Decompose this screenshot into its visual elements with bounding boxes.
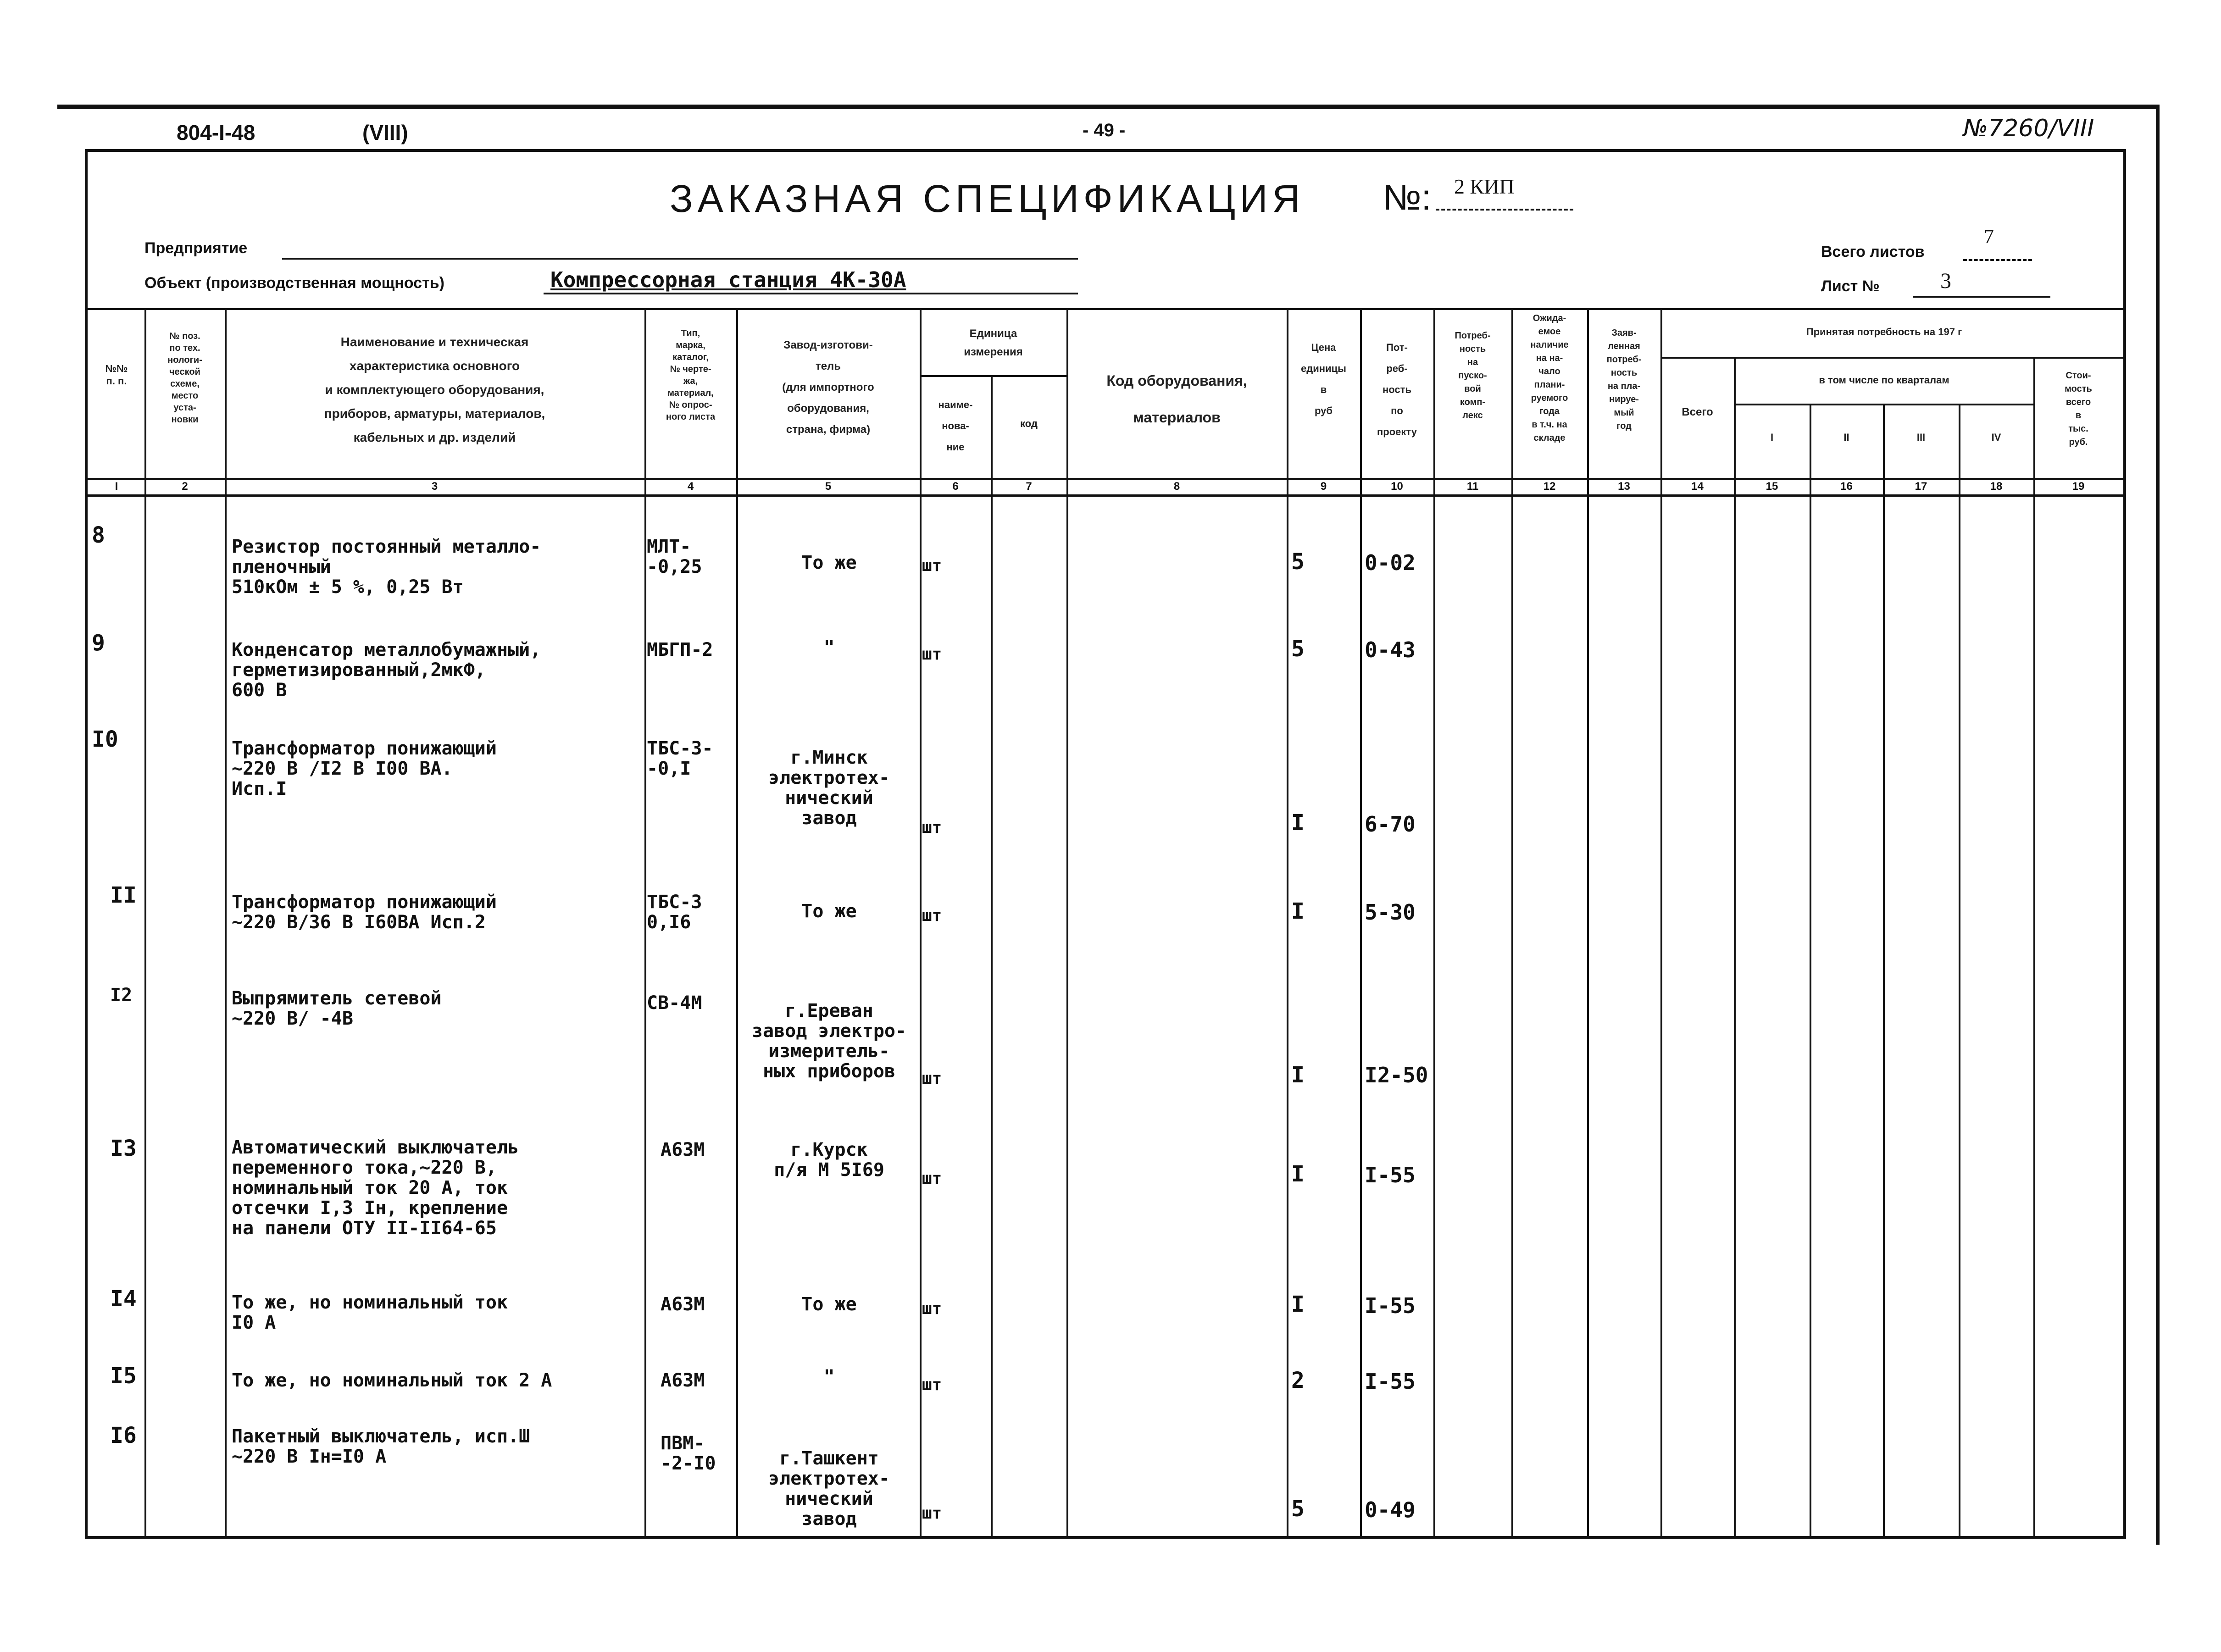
row-name: То же, но номинальный ток I0 А: [232, 1292, 508, 1333]
col-number: 3: [431, 480, 438, 493]
right-rule: [2156, 105, 2160, 1545]
col-number: 5: [825, 480, 832, 493]
row-name: Автоматический выключатель переменного тока,~220 В, номинальный ток 20 А, ток отсечки I,3 Iн, крепление на панели ОТУ II-II64-65: [232, 1137, 519, 1239]
row-price: I2-50: [1365, 1063, 1428, 1087]
col-header-11: Потреб- ность на пуско- вой комп- лекс: [1455, 331, 1491, 421]
row-unit: шт: [922, 906, 942, 925]
col-number: 16: [1840, 480, 1853, 493]
row-maker: То же: [801, 552, 857, 573]
row-name: Конденсатор металлобумажный, герметизированный,2мкФ, 600 В: [232, 639, 541, 701]
row-type: ТБС-3 0,I6: [647, 892, 702, 933]
col-header-3: Наименование и техническая характеристика основного и комплектующего оборудования, приборов, арматуры, материалов, кабельных и др. изделий: [324, 335, 545, 444]
row-name: Трансформатор понижающий ~220 В /I2 В I00 ВА. Исп.I: [232, 738, 497, 799]
row-unit: шт: [922, 1504, 942, 1523]
col-number: 7: [1026, 480, 1032, 493]
row-name: То же, но номинальный ток 2 А: [232, 1370, 552, 1391]
col-header-6: наиме- нова- ние: [938, 399, 973, 453]
need-sub-line: [1660, 357, 2123, 359]
row-qty: I: [1291, 898, 1305, 924]
row-unit: шт: [922, 556, 942, 575]
col-header-13: Заяв- ленная потреб- ность на пла- нируе- мый год: [1606, 328, 1642, 431]
row-type: А63М: [661, 1294, 705, 1315]
row-maker: г.Минск электротех- нический завод: [768, 747, 890, 829]
doc-code: 804-I-48: [177, 121, 255, 144]
row-qty: I: [1291, 1062, 1305, 1088]
row-type: МЛТ- -0,25: [647, 536, 702, 577]
spec-number-underline: [1436, 209, 1573, 211]
row-qty: 5: [1291, 549, 1305, 575]
col-line: [1810, 404, 1811, 1537]
sheets-total-label: Всего листов: [1821, 243, 1925, 261]
col-header-10: Цена единицы в руб: [1301, 342, 1346, 416]
enterprise-underline: [282, 258, 1078, 260]
col-header-16: II: [1843, 432, 1849, 443]
unit-group-header: Единица измерения: [964, 327, 1023, 358]
col-line: [2033, 357, 2035, 1537]
col-header-4: Тип, марка, каталог, № черте- жа, материал, № опрос- ного листа: [666, 328, 716, 422]
row-unit: шт: [922, 1069, 942, 1088]
sheets-total-underline: [1963, 259, 2032, 261]
col-header-9: Пот- реб- ность по проекту: [1377, 342, 1417, 438]
row-maker: ": [823, 1366, 835, 1387]
row-unit: шт: [922, 1299, 942, 1318]
numbers-bottom-line: [88, 494, 2123, 497]
row-number: I0: [92, 726, 118, 752]
col-number: 17: [1915, 480, 1927, 493]
spec-number-label: №:: [1383, 177, 1432, 217]
row-name: Пакетный выключатель, исп.Ш ~220 В Iн=I0 А: [232, 1426, 530, 1467]
row-type: СВ-4М: [647, 992, 702, 1014]
row-name: Трансформатор понижающий ~220 В/36 В I60ВА Исп.2: [232, 892, 497, 933]
col-header-12: Ожида- емое наличие на на- чало плани- руемого года в т.ч. на складе: [1530, 313, 1569, 443]
row-unit: шт: [922, 818, 942, 837]
row-type: А63М: [661, 1139, 705, 1160]
unit-sub-line: [920, 375, 1066, 377]
sheet-label: Лист №: [1821, 277, 1880, 295]
col-line: [1883, 404, 1885, 1537]
row-qty: I: [1291, 1161, 1305, 1187]
row-maker: г.Ереван завод электро- измеритель- ных приборов: [751, 1000, 907, 1082]
col-number: 8: [1173, 480, 1180, 493]
object-value: Компрессорная станция 4К-30А: [550, 267, 906, 292]
row-price: I-55: [1365, 1369, 1416, 1394]
col-number: 6: [952, 480, 959, 493]
col-number: I: [115, 480, 118, 493]
row-qty: I: [1291, 1292, 1305, 1317]
page-marker: - 49 -: [1083, 120, 1126, 140]
col-header-18: IV: [1991, 432, 2001, 443]
row-number: I6: [110, 1423, 137, 1448]
col-number: 12: [1543, 480, 1556, 493]
col-line: [991, 375, 993, 1537]
row-type: А63М: [661, 1370, 705, 1391]
row-maker: То же: [801, 1294, 857, 1315]
table-top-line: [88, 308, 2123, 310]
col-number: 18: [1990, 480, 2003, 493]
row-number: I2: [110, 985, 133, 1006]
sheets-total-value: 7: [1984, 225, 1994, 248]
col-header-19: Стои- мость всего в тыс. руб.: [2065, 371, 2092, 447]
col-number: 10: [1391, 480, 1403, 493]
row-qty: 2: [1291, 1368, 1305, 1393]
row-price: I-55: [1365, 1163, 1416, 1187]
col-header-2: № поз. по тех. нологи- ческой схеме, место уста- новки: [167, 331, 202, 425]
spec-title: ЗАКАЗНАЯ СПЕЦИФИКАЦИЯ: [670, 177, 1305, 220]
col-number: 11: [1466, 480, 1479, 493]
row-number: II: [110, 882, 137, 908]
object-label: Объект (производственная мощность): [144, 274, 444, 292]
object-underline: [544, 293, 1078, 294]
row-number: 8: [92, 522, 105, 548]
row-type: МБГП-2: [647, 639, 713, 660]
row-price: 5-30: [1365, 900, 1416, 925]
row-unit: шт: [922, 645, 942, 664]
row-number: 9: [92, 630, 105, 656]
enterprise-label: Предприятие: [144, 239, 248, 257]
top-rule: [57, 105, 2158, 109]
row-number: I4: [110, 1286, 137, 1312]
col-number: 4: [687, 480, 694, 493]
col-number: 19: [2072, 480, 2085, 493]
col-number: 9: [1320, 480, 1327, 493]
col-header-17: III: [1916, 432, 1926, 443]
sheet-underline: [1913, 296, 2050, 298]
col-number: 2: [182, 480, 188, 493]
row-name: Резистор постоянный металло- пленочный 510кОм ± 5 %, 0,25 Вт: [232, 536, 541, 598]
col-header-7: код: [1020, 418, 1038, 429]
row-qty: 5: [1291, 1496, 1305, 1522]
col-header-14: Всего: [1682, 406, 1713, 418]
row-qty: I: [1291, 810, 1305, 836]
col-header-8: Код оборудования, материалов: [1106, 372, 1247, 426]
row-type: ПВМ- -2-I0: [661, 1433, 716, 1474]
sheet-value: 3: [1940, 269, 1951, 293]
row-name: Выпрямитель сетевой ~220 В/ -4В: [232, 988, 442, 1029]
col-header-15: I: [1770, 432, 1774, 443]
col-line: [1959, 404, 1960, 1537]
row-unit: шт: [922, 1375, 942, 1394]
col-line: [1734, 357, 1736, 1537]
col-header-1: №№ п. п.: [105, 363, 128, 387]
spec-number-value: 2 КИП: [1454, 175, 1515, 198]
row-maker: г.Курск п/я М 5I69: [774, 1139, 884, 1181]
quarters-group-header: в том числе по кварталам: [1819, 374, 1949, 386]
row-maker: То же: [801, 901, 857, 922]
col-number: 13: [1618, 480, 1630, 493]
doc-number: №7260/VIII: [1963, 115, 2094, 142]
need-group-header: Принятая потребность на 197 г: [1806, 326, 1962, 338]
col-line: [225, 308, 227, 1537]
row-unit: шт: [922, 1169, 942, 1188]
row-number: I5: [110, 1363, 137, 1389]
doc-code-suffix: (VIII): [362, 121, 408, 144]
col-number: 15: [1766, 480, 1778, 493]
col-number: 14: [1691, 480, 1704, 493]
row-price: I-55: [1365, 1293, 1416, 1318]
row-type: ТБС-3- -0,I: [647, 738, 713, 779]
row-price: 0-43: [1365, 638, 1416, 662]
row-maker: г.Ташкент электротех- нический завод: [768, 1448, 890, 1530]
row-price: 0-49: [1365, 1497, 1416, 1522]
row-maker: ": [823, 637, 835, 658]
row-price: 6-70: [1365, 812, 1416, 837]
row-number: I3: [110, 1136, 137, 1161]
row-qty: 5: [1291, 636, 1305, 662]
row-price: 0-02: [1365, 550, 1416, 575]
col-header-5: Завод-изготови- тель (для импортного оборудования, страна, фирма): [782, 339, 874, 436]
